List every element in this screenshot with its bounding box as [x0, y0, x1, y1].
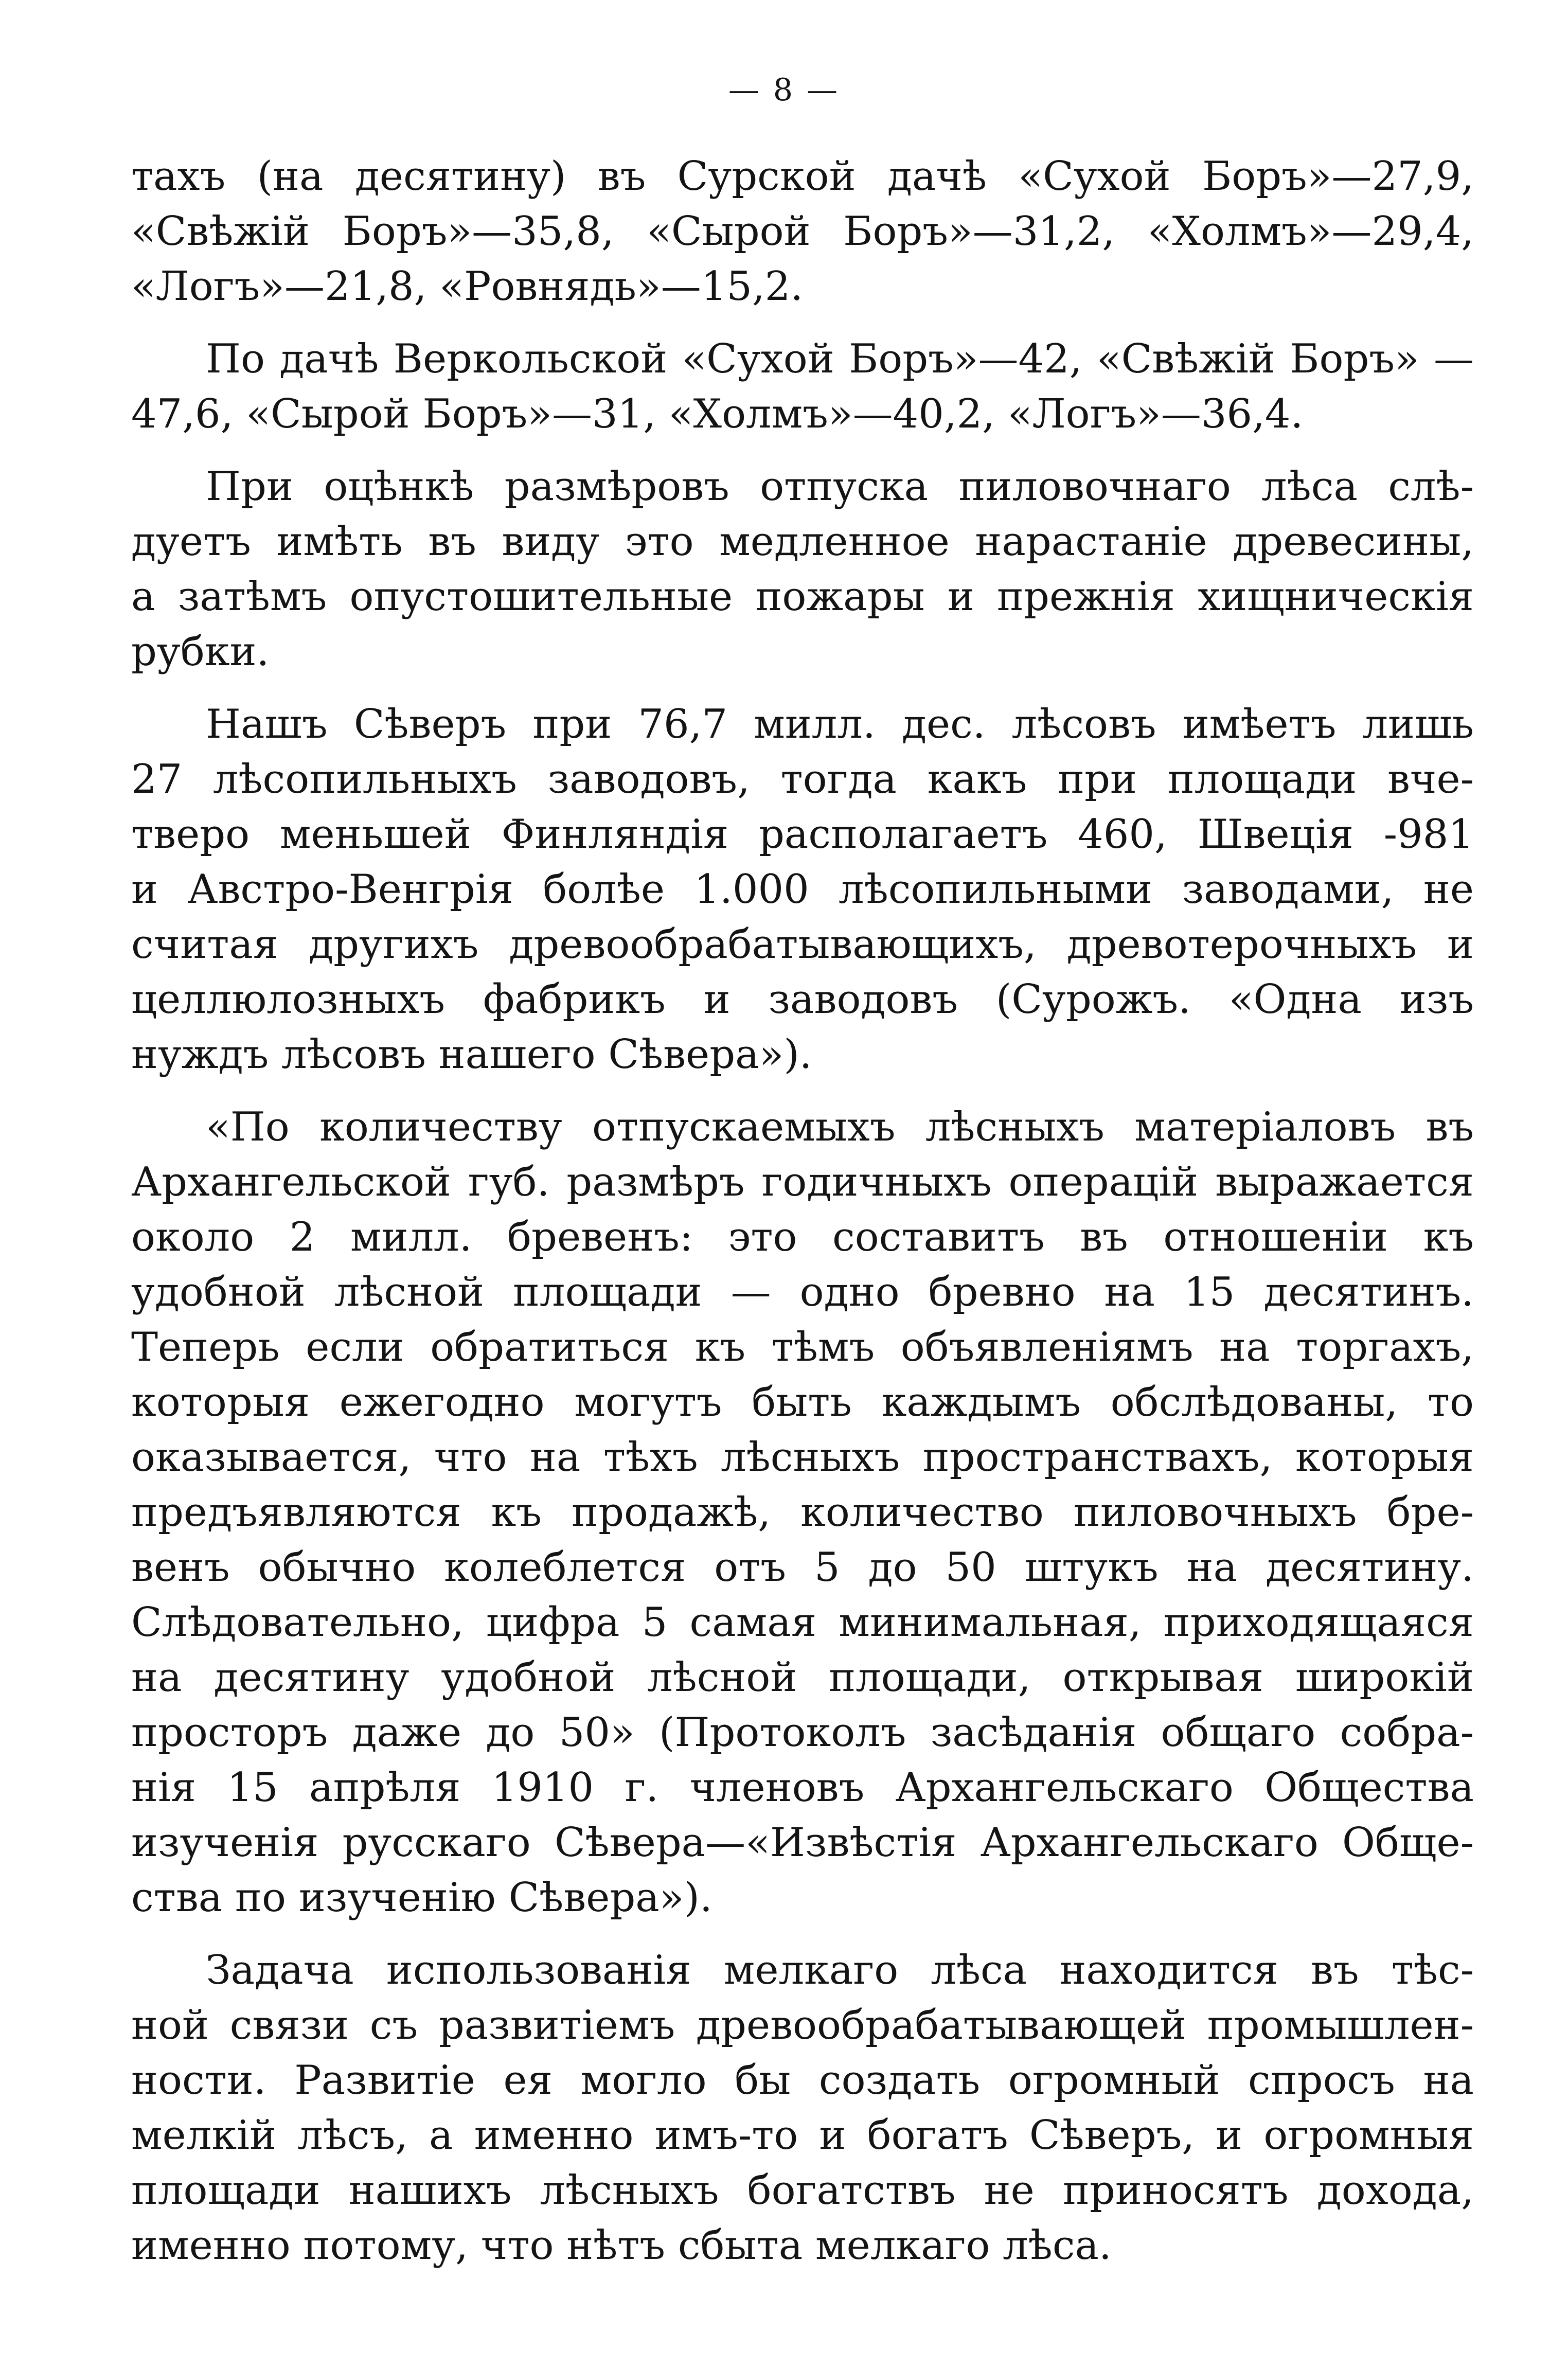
text-line: Слѣдовательно, цифра 5 самая минимальная, приходящаяся	[131, 1599, 1474, 1646]
text-line: ности. Развитіе ея могло бы создать огромный спросъ на	[131, 2057, 1474, 2104]
text-line: Задача использованія мелкаго лѣса находится въ тѣс-	[206, 1947, 1474, 1993]
text-line: «Свѣжій Боръ»—35,8, «Сырой Боръ»—31,2, «Холмъ»—29,4,	[131, 208, 1474, 255]
text-line: площади нашихъ лѣсныхъ богатствъ не приносятъ дохода,	[131, 2167, 1474, 2214]
text-line: изученія русскаго Сѣвера—«Извѣстія Архангельскаго Обще-	[131, 1820, 1474, 1866]
text-line: которыя ежегодно могутъ быть каждымъ обслѣдованы, то	[131, 1379, 1474, 1426]
text-line: По дачѣ Веркольской «Сухой Боръ»—42, «Свѣжій Боръ» —	[206, 336, 1474, 382]
text-line: а затѣмъ опустошительные пожары и прежнія хищническія	[131, 574, 1474, 620]
text-line: на десятину удобной лѣсной площади, открывая широкій	[131, 1654, 1474, 1701]
text-line: 27 лѣсопильныхъ заводовъ, тогда какъ при площади вче-	[131, 756, 1474, 803]
text-line: удобной лѣсной площади — одно бревно на 15 десятинъ.	[131, 1269, 1474, 1315]
text-line: именно потому, что нѣтъ сбыта мелкаго лѣса.	[131, 2222, 1112, 2269]
text-line: оказывается, что на тѣхъ лѣсныхъ пространствахъ, которыя	[131, 1434, 1474, 1481]
paragraph-timber-assessment	[131, 459, 1474, 680]
text-line: Теперь если обратиться къ тѣмъ объявленіямъ на торгахъ,	[131, 1324, 1474, 1370]
text-line: 47,6, «Сырой Боръ»—31, «Холмъ»—40,2, «Логъ»—36,4.	[131, 391, 1304, 437]
paragraph-sursk-dacha	[131, 149, 1474, 314]
paragraph-small-timber	[131, 1943, 1474, 2273]
text-line: «По количеству отпускаемыхъ лѣсныхъ матеріаловъ въ	[206, 1104, 1474, 1150]
text-line: нія 15 апрѣля 1910 г. членовъ Архангельскаго Общества	[131, 1765, 1474, 1811]
text-line: мелкій лѣсъ, а именно имъ-то и богатъ Сѣверъ, и огромныя	[131, 2112, 1474, 2159]
text-line: дуетъ имѣть въ виду это медленное нарастаніе древесины,	[131, 519, 1474, 565]
text-line: тахъ (на десятину) въ Сурской дачѣ «Сухой Боръ»—27,9,	[131, 153, 1474, 200]
text-line: просторъ даже до 50» (Протоколъ засѣданія общаго собра-	[131, 1709, 1474, 1756]
page-number: — 8 —	[728, 72, 840, 108]
text-line: и Австро-Венгрія болѣе 1.000 лѣсопильными заводами, не	[131, 866, 1474, 913]
text-line: считая другихъ древообрабатывающихъ, древотерочныхъ и	[131, 921, 1474, 968]
body-text	[131, 149, 1474, 2291]
paragraph-protocol-quote	[131, 1100, 1474, 1926]
text-line: нуждъ лѣсовъ нашего Сѣвера»).	[131, 1031, 812, 1078]
text-line: ной связи съ развитіемъ древообрабатывающей промышлен-	[131, 2002, 1474, 2049]
paragraph-sawmills	[131, 697, 1474, 1082]
text-line: венъ обычно колеблется отъ 5 до 50 штукъ на десятину.	[131, 1544, 1474, 1591]
text-line: тверо меньшей Финляндія располагаетъ 460, Швеція -981	[131, 811, 1474, 858]
paragraph-verkolsk-dacha	[131, 332, 1474, 442]
text-line: Нашъ Сѣверъ при 76,7 милл. дес. лѣсовъ имѣетъ лишь	[206, 701, 1474, 747]
text-line: предъявляются къ продажѣ, количество пиловочныхъ бре-	[131, 1489, 1474, 1536]
text-line: «Логъ»—21,8, «Ровнядь»—15,2.	[131, 263, 804, 310]
text-line: рубки.	[131, 629, 270, 675]
text-line: При оцѣнкѣ размѣровъ отпуска пиловочнаго лѣса слѣ-	[206, 464, 1474, 510]
text-line: около 2 милл. бревенъ: это составитъ въ отношеніи къ	[131, 1214, 1474, 1260]
text-line: ства по изученію Сѣвера»).	[131, 1875, 712, 1921]
text-line: целлюлозныхъ фабрикъ и заводовъ (Сурожъ. «Одна изъ	[131, 976, 1474, 1023]
text-line: Архангельской губ. размѣръ годичныхъ операцій выражается	[131, 1159, 1474, 1205]
